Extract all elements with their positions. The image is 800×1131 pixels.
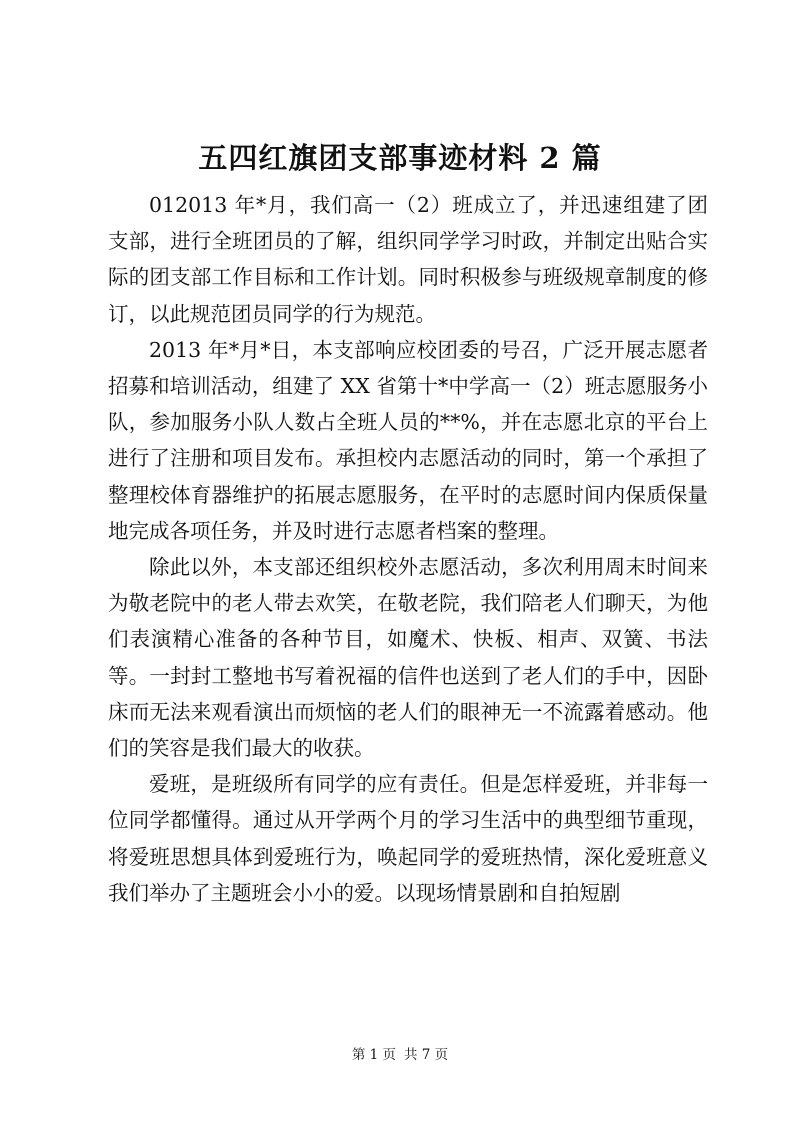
paragraph: 2013 年*月*日，本支部响应校团委的号召，广泛开展志愿者招募和培训活动，组建了 XX 省第十*中学高一（2）班志愿服务小队，参加服务小队人数占全班人员的**%，并在志愿北京的平台上进行了注册和项目发布。承担校内志愿活动的同时，第一个承担了整理校体育器维护的拓展志愿服务，在平时的志愿时间内保质保量地完成各项任务，并及时进行志愿者档案的整理。 (108, 337, 708, 543)
document-body (108, 187, 708, 911)
paragraph: 爱班，是班级所有同学的应有责任。但是怎样爱班，并非每一位同学都懂得。通过从开学两个月的学习生活中的典型细节重现，将爱班思想具体到爱班行为，唤起同学的爱班热情，深化爱班意义我们举办了主题班会小小的爱。以现场情景剧和自拍短剧 (108, 772, 708, 905)
page-number: 第 1 页 (351, 1047, 396, 1063)
document-title: 五四红旗团支部事迹材料 2 篇 (198, 141, 602, 175)
page-footer (0, 1046, 800, 1064)
paragraph: 012013 年*月，我们高一（2）班成立了，并迅速组建了团支部，进行全班团员的了解，组织同学学习时政，并制定出贴合实际的团支部工作目标和工作计划。同时积极参与班级规章制度的修订，以此规范团员同学的行为规范。 (108, 193, 708, 326)
paragraph: 除此以外，本支部还组织校外志愿活动，多次利用周末时间来为敬老院中的老人带去欢笑，在敬老院，我们陪老人们聊天，为他们表演精心准备的各种节目，如魔术、快板、相声、双簧、书法等。一封封工整地书写着祝福的信件也送到了老人们的手中，因卧床而无法来观看演出而烦恼的老人们的眼神无一不流露着感动。他们的笑容是我们最大的收获。 (108, 555, 708, 761)
page-total: 共 7 页 (404, 1047, 449, 1063)
